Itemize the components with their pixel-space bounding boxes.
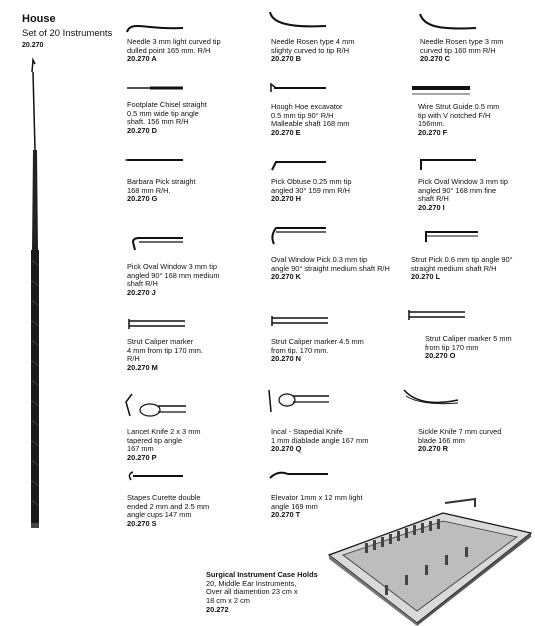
item-i [418,178,535,213]
incal-stapedial-knife-icon [265,384,331,416]
stapes-curette-icon [125,466,185,488]
item-l [411,256,535,282]
barbara-pick-icon [125,152,185,168]
needle-rosen-icon [268,8,328,33]
item-r-line-1: Sickle Knife 7 mm curved [418,427,502,436]
full-instrument-illustration [22,60,52,530]
item-g-line-2: 168 mm R/H. [127,185,171,195]
item-p-code: 20.270 P [127,453,157,463]
item-h-line-2: angled 30° 159 mm R/H [271,185,350,195]
case-description [206,571,356,615]
page-title: House [22,13,56,25]
item-s [127,494,267,529]
item-s-code: 20.270 S [127,519,157,529]
item-a-line-2: dulled point 165 mm. R/H [127,45,211,55]
strut-caliper-4mm-icon [125,315,187,333]
item-d [127,101,267,136]
item-d-line-1: Footplate Chisel straight [127,100,207,109]
item-f [418,103,535,138]
item-n-line-1: Strut Caliper marker 4.5 mm [271,337,364,346]
item-g [127,178,267,204]
item-s-line-1: Stapes Curette double [127,493,201,502]
item-e-line-3: Malleable shaft 168 mm [271,119,350,129]
item-e-code: 20.270 E [271,128,301,138]
wire-strut-guide-icon [410,80,472,96]
needle-curved-tip-icon [125,10,185,35]
item-p-line-2: tapered tip angle [127,435,183,445]
footplate-chisel-icon [125,78,185,98]
item-h-line-1: Pick Obtuse 0.25 mm tip [271,177,352,186]
case-line-2: 20, Middle Ear Instruments, [206,578,297,588]
set-subtitle: Set of 20 Instruments [22,28,113,39]
item-t-line-1: Elevator 1mm x 12 mm light [271,493,363,502]
set-code: 20.270 [22,42,44,49]
item-r [418,428,535,454]
item-t-line-2: angle 169 mm [271,501,318,511]
item-j-line-1: Pick Oval Window 3 mm tip [127,262,217,271]
item-k [271,256,411,282]
item-g-code: 20.270 G [127,194,158,204]
item-n [271,338,411,364]
item-d-code: 20.270 D [127,126,157,136]
item-l-line-2: straight medium shaft R/H [411,263,497,273]
item-h-code: 20.270 H [271,194,301,204]
item-i-line-1: Pick Oval Window 3 mm tip [418,177,508,186]
item-d-line-3: shaft. 156 mm R/H [127,117,189,127]
item-k-line-2: angle 90° straight medium shaft R/H [271,263,390,273]
item-q [271,428,411,454]
item-k-line-1: Oval Window Pick 0.3 mm tip [271,255,368,264]
item-m [127,338,267,373]
item-g-line-1: Barbara Pick straight [127,177,196,186]
item-b-code: 20.270 B [271,54,301,64]
item-m-line-3: R/H [127,354,140,364]
item-c-line-1: Needle Rosen type 3 mm [420,37,504,46]
case-code: 20.272 [206,604,229,614]
strut-caliper-4-5mm-icon [268,312,330,330]
strut-pick-icon [420,222,480,247]
elevator-icon [268,466,330,484]
item-t-code: 20.270 T [271,510,301,520]
item-q-line-2: 1 mm diablade angle 167 mm [271,435,369,445]
item-b-line-2: slighty curved to tip R/H [271,45,350,55]
pick-oval-window-fine-icon [418,150,478,172]
item-m-line-2: 4 mm from tip 170 mm. [127,345,203,355]
item-e-line-2: 0.5 mm tip 90° R/H [271,110,334,120]
item-j-line-2: angled 90° 168 mm medium [127,270,220,280]
sickle-knife-icon [400,386,462,410]
item-h [271,178,411,204]
hough-hoe-icon [268,78,328,98]
instrument-case-illustration [325,495,535,626]
item-c-code: 20.270 C [420,54,450,64]
case-line-4: 18 cm x 2 cm [206,596,250,606]
item-k-code: 20.270 K [271,272,301,282]
item-f-line-3: 156mm. [418,119,445,129]
item-l-code: 20.270 L [411,272,441,282]
item-b [271,38,411,64]
item-e [271,103,411,138]
item-q-code: 20.270 Q [271,444,302,454]
pick-obtuse-icon [268,150,328,172]
pick-oval-window-medium-icon [125,228,185,253]
item-j-code: 20.270 J [127,288,156,298]
item-q-line-1: Incal - Stapedial Knife [271,427,343,436]
item-o-line-2: from tip 170 mm [425,342,479,352]
item-n-line-2: from tip. 170 mm. [271,345,329,355]
item-o-line-1: Strut Caliper marker 5 mm [425,334,512,343]
strut-caliper-5mm-icon [405,306,467,324]
item-c [420,38,535,64]
item-o-code: 20.270 O [425,351,456,361]
item-a-code: 20.270 A [127,54,157,64]
item-f-code: 20.270 F [418,128,448,138]
item-n-code: 20.270 N [271,354,301,364]
item-o [425,335,535,361]
item-r-code: 20.270 R [418,444,448,454]
item-f-line-2: tip with V notched F/H [418,110,491,120]
case-line-3: Over all diamention 23 cm x [206,587,298,597]
item-p [127,428,267,463]
item-d-line-2: 0.5 mm wide tip angle [127,108,199,118]
item-m-line-1: Strut Caliper marker [127,337,194,346]
item-p-line-3: 167 mm [127,444,154,454]
item-c-line-2: curved tip 160 mm R/H [420,45,496,55]
item-b-line-1: Needle Rosen type 4 mm [271,37,355,46]
item-f-line-1: Wire Strut Guide 0.5 mm [418,102,500,111]
needle-rosen-curved-icon [418,8,478,33]
item-i-line-3: shaft R/H [418,194,449,204]
lancet-knife-icon [122,388,188,420]
item-j [127,263,267,298]
item-e-line-1: Hough Hoe excavator [271,102,343,111]
item-s-line-2: ended 2 mm and 2.5 mm [127,501,210,511]
item-j-line-3: shaft R/H [127,279,158,289]
item-r-line-2: blade 166 mm [418,435,465,445]
item-p-line-1: Lancet Knife 2 x 3 mm [127,427,201,436]
item-l-line-1: Strut Pick 0.6 mm tip angle 90° [411,255,513,264]
case-line-1: Surgical Instrument Case Holds [206,570,318,579]
oval-window-pick-icon [268,222,328,247]
item-m-code: 20.270 M [127,363,158,373]
item-i-code: 20.270 I [418,203,445,213]
item-s-line-3: angle cups 147 mm [127,510,192,520]
item-a-line-1: Needle 3 mm light curved tip [127,37,221,46]
item-i-line-2: angled 90° 168 mm fine [418,185,497,195]
item-a [127,38,267,64]
